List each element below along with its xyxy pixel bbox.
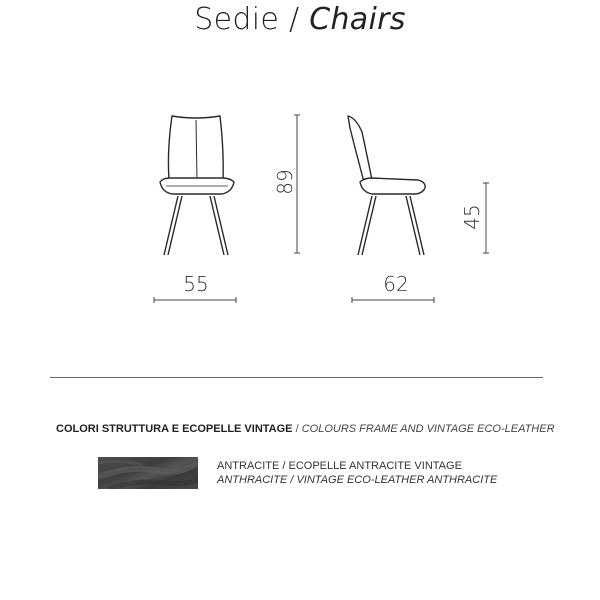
height-dimension-label: 89 bbox=[273, 169, 297, 195]
section-divider bbox=[50, 377, 543, 378]
depth-dimension-label: 62 bbox=[383, 272, 409, 296]
colors-heading-separator: / bbox=[295, 423, 299, 435]
title-italian: Sedie bbox=[194, 2, 280, 37]
seat-height-dimension-label: 45 bbox=[460, 204, 484, 230]
color-label-anthracite bbox=[217, 459, 497, 487]
chair-front-view bbox=[160, 116, 234, 255]
chair-side-view bbox=[348, 116, 425, 255]
title-english: Chairs bbox=[309, 2, 406, 37]
width-dimension-label: 55 bbox=[183, 272, 209, 296]
title-separator: / bbox=[288, 2, 300, 37]
colors-heading-english: COLOURS FRAME AND VINTAGE ECO-LEATHER bbox=[301, 423, 555, 435]
color-swatch-anthracite bbox=[98, 457, 198, 489]
color-label-italian: ANTRACITE / ECOPELLE ANTRACITE VINTAGE bbox=[217, 460, 462, 472]
colors-heading-italian: COLORI STRUTTURA E ECOPELLE VINTAGE bbox=[56, 423, 293, 435]
colors-section-heading bbox=[56, 423, 576, 435]
color-label-english: ANTHRACITE / VINTAGE ECO-LEATHER ANTHRACITE bbox=[217, 474, 498, 486]
